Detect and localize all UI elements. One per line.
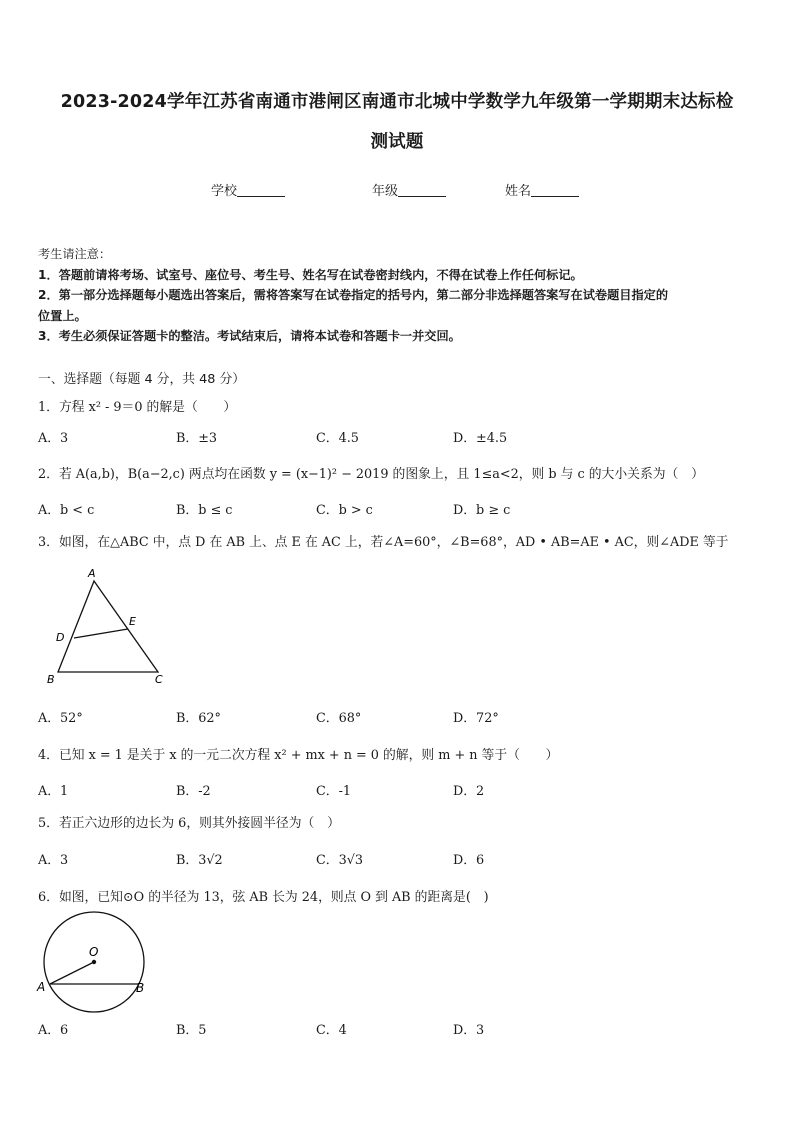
q6-option-a: A．6 xyxy=(38,1023,69,1038)
q5-option-b: B．3√2 xyxy=(176,853,223,868)
q6-option-d: D．3 xyxy=(453,1023,485,1038)
name-label: 姓名 xyxy=(505,184,532,199)
q5-option-a: A．3 xyxy=(38,853,69,868)
q5-option-d: D．6 xyxy=(453,853,485,868)
vertex-a-label: A xyxy=(88,567,96,580)
school-blank xyxy=(237,184,285,197)
q1-option-c: C．4.5 xyxy=(316,431,359,446)
section-title: 一、选择题（每题 4 分，共 48 分） xyxy=(38,372,246,387)
vertex-d-label: D xyxy=(56,631,65,644)
q1-option-d: D．±4.5 xyxy=(453,431,508,446)
point-a-label: A xyxy=(37,980,46,994)
note-item: 3．考生必须保证答题卡的整洁。考试结束后，请将本试卷和答题卡一并交回。 xyxy=(38,329,461,343)
question-1-stem: 1．方程 x² - 9＝0 的解是（ ） xyxy=(38,400,237,415)
q2-option-a: A．b < c xyxy=(38,503,95,518)
q6-option-b: B．5 xyxy=(176,1023,207,1038)
circle-figure xyxy=(34,910,158,1018)
q1-option-b: B．±3 xyxy=(176,431,218,446)
q4-option-d: D．2 xyxy=(453,784,485,799)
school-field xyxy=(211,180,285,199)
vertex-e-label: E xyxy=(129,615,136,628)
center-o-label: O xyxy=(89,945,99,959)
name-field xyxy=(505,180,579,199)
q1-option-a: A．3 xyxy=(38,431,69,446)
grade-field xyxy=(372,180,446,199)
question-2-stem: 2．若 A(a,b)，B(a−2,c) 两点均在函数 y = (x−1)² − 2019 的图象上，且 1≤a<2，则 b 与 c 的大小关系为（ ） xyxy=(38,467,704,482)
q3-option-b: B．62° xyxy=(176,711,221,726)
question-6-stem: 6．如图，已知⊙O 的半径为 13，弦 AB 长为 24，则点 O 到 AB 的距离是( ) xyxy=(38,890,489,905)
q2-option-c: C．b > c xyxy=(316,503,373,518)
q3-option-a: A．52° xyxy=(38,711,83,726)
note-item: 位置上。 xyxy=(38,308,87,323)
grade-label: 年级 xyxy=(372,184,399,199)
q4-option-b: B．-2 xyxy=(176,784,211,799)
q2-option-d: D．b ≥ c xyxy=(453,503,511,518)
grade-blank xyxy=(398,184,446,197)
q4-option-a: A．1 xyxy=(38,784,69,799)
note-item: 1．答题前请将考场、试室号、座位号、考生号、姓名写在试卷密封线内，不得在试卷上作任何标记。 xyxy=(38,267,583,282)
q6-option-c: C．4 xyxy=(316,1023,347,1038)
question-4-stem: 4．已知 x = 1 是关于 x 的一元二次方程 x² + mx + n = 0 的解，则 m + n 等于（ ） xyxy=(38,748,559,763)
q3-option-d: D．72° xyxy=(453,711,499,726)
q5-option-c: C．3√3 xyxy=(316,853,364,868)
page-title: 2023-2024学年江苏省南通市港闸区南通市北城中学数学九年级第一学期期末达标检 xyxy=(60,92,734,112)
note-item: 2．第一部分选择题每小题选出答案后，需将答案写在试卷指定的括号内，第二部分非选择题答案写在试卷题目指定的 xyxy=(38,288,669,302)
question-5-stem: 5．若正六边形的边长为 6，则其外接圆半径为（ ） xyxy=(38,816,340,831)
point-b-label: B xyxy=(136,981,145,995)
name-blank xyxy=(531,184,579,197)
vertex-b-label: B xyxy=(47,673,55,686)
triangle-figure xyxy=(44,565,174,690)
notes-heading: 考生请注意： xyxy=(38,247,112,261)
q3-option-c: C．68° xyxy=(316,711,362,726)
exam-notes xyxy=(38,244,760,347)
question-3-stem: 3．如图，在△ABC 中，点 D 在 AB 上、点 E 在 AC 上，若∠A=60°，∠B=68°，AD • AB=AE • AC，则∠ADE 等于 xyxy=(38,535,729,550)
vertex-c-label: C xyxy=(155,673,163,686)
school-label: 学校 xyxy=(211,184,238,199)
page-title-continued: 测试题 xyxy=(370,132,424,152)
q2-option-b: B．b ≤ c xyxy=(176,503,233,518)
q4-option-c: C．-1 xyxy=(316,784,352,799)
